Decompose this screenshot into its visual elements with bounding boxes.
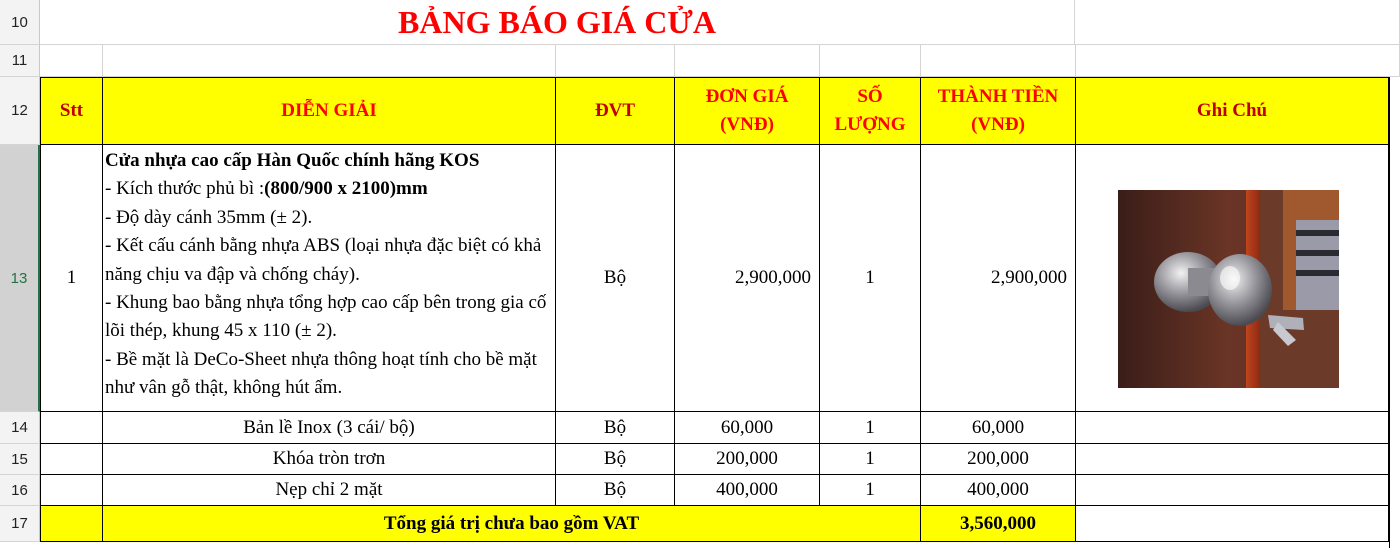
dvt-value: Bộ <box>603 479 627 500</box>
cell-description[interactable] <box>103 412 556 444</box>
cell-ghi-chu[interactable] <box>1076 412 1389 444</box>
size-value: (800/900 x 2100)mm <box>264 178 428 200</box>
cell-so-luong[interactable] <box>820 475 921 506</box>
header-so-luong-label-2: LƯỢNG <box>834 114 906 135</box>
header-thanh-tien[interactable] <box>921 77 1076 145</box>
table-right-border <box>1389 77 1400 548</box>
cell-don-gia[interactable] <box>675 475 820 506</box>
header-so-luong-label-1: SỐ <box>857 86 883 107</box>
header-thanh-tien-unit: (VNĐ) <box>971 114 1025 135</box>
don-gia-value: 60,000 <box>720 416 774 438</box>
stt-value: 1 <box>66 267 77 288</box>
row-header-14[interactable]: 14 <box>0 412 40 444</box>
cell-dvt[interactable] <box>556 145 675 412</box>
page-title: BẢNG BÁO GIÁ CỬA <box>398 3 716 40</box>
cell-ghi-chu[interactable] <box>1076 444 1389 475</box>
don-gia-value: 2,900,000 <box>735 267 811 288</box>
header-dien-giai[interactable] <box>103 77 556 145</box>
total-value: 3,560,000 <box>960 512 1036 534</box>
description-line: - Kết cấu cánh bằng nhựa ABS (loại nhựa đặc biệt có khả năng chịu va đập và chống cháy). <box>105 235 542 285</box>
thanh-tien-value: 60,000 <box>971 416 1025 438</box>
header-ghi-chu[interactable] <box>1076 77 1389 145</box>
cell-don-gia[interactable] <box>675 444 820 475</box>
don-gia-value: 400,000 <box>716 479 778 500</box>
so-luong-value: 1 <box>865 448 875 469</box>
so-luong-value: 1 <box>865 479 875 500</box>
header-don-gia-unit: (VNĐ) <box>720 114 774 135</box>
row-header-13[interactable]: 13 <box>0 145 40 412</box>
don-gia-value: 200,000 <box>716 448 778 469</box>
cell-description[interactable] <box>103 145 556 412</box>
empty-cell[interactable] <box>1076 45 1400 77</box>
row-header-15[interactable]: 15 <box>0 444 40 475</box>
dvt-value: Bộ <box>603 448 627 469</box>
cell-thanh-tien[interactable] <box>921 145 1076 412</box>
header-dien-giai-label: DIỄN GIẢI <box>281 100 377 121</box>
product-name: Cửa nhựa cao cấp Hàn Quốc chính hãng KOS <box>105 150 480 171</box>
size-label: - Kích thước phủ bì : <box>105 178 265 200</box>
thanh-tien-value: 200,000 <box>967 448 1029 469</box>
empty-cell[interactable] <box>556 45 675 77</box>
item-name: Khóa tròn trơn <box>272 448 386 469</box>
header-so-luong[interactable] <box>820 77 921 145</box>
empty-cell[interactable] <box>675 45 820 77</box>
thanh-tien-value: 2,900,000 <box>991 267 1067 288</box>
cell-ghi-chu[interactable] <box>1076 475 1389 506</box>
cell-stt[interactable] <box>40 444 103 475</box>
total-stt-cell[interactable] <box>40 506 103 542</box>
cell-description[interactable] <box>103 444 556 475</box>
cell-dvt[interactable] <box>556 475 675 506</box>
item-name: Nẹp chỉ 2 mặt <box>275 479 383 500</box>
empty-cell[interactable] <box>921 45 1076 77</box>
cell-thanh-tien[interactable] <box>921 475 1076 506</box>
empty-cell[interactable] <box>103 45 556 77</box>
cell-thanh-tien[interactable] <box>921 412 1076 444</box>
row-header-11[interactable]: 11 <box>0 45 40 77</box>
so-luong-value: 1 <box>865 267 875 288</box>
header-ghi-chu-label: Ghi Chú <box>1196 100 1268 121</box>
total-value-cell[interactable] <box>921 506 1076 542</box>
cell-stt[interactable] <box>40 145 103 412</box>
so-luong-value: 1 <box>865 416 875 438</box>
row-header-17[interactable]: 17 <box>0 506 40 542</box>
header-thanh-tien-label: THÀNH TIỀN <box>937 86 1059 107</box>
header-don-gia[interactable] <box>675 77 820 145</box>
total-label-cell[interactable] <box>103 506 921 542</box>
empty-cell[interactable] <box>1075 0 1400 45</box>
cell-don-gia[interactable] <box>675 145 820 412</box>
header-don-gia-label: ĐƠN GIÁ <box>705 86 789 107</box>
title-cell[interactable] <box>40 0 1075 45</box>
cell-so-luong[interactable] <box>820 444 921 475</box>
description-line: - Khung bao bằng nhựa tổng hợp cao cấp bên trong gia cố lõi thép, khung 45 x 110 (± 2). <box>105 292 547 342</box>
cell-dvt[interactable] <box>556 444 675 475</box>
header-dvt-label: ĐVT <box>594 100 636 121</box>
row-header-16[interactable]: 16 <box>0 475 40 506</box>
cell-so-luong[interactable] <box>820 412 921 444</box>
cell-thanh-tien[interactable] <box>921 444 1076 475</box>
cell-so-luong[interactable] <box>820 145 921 412</box>
dvt-value: Bộ <box>603 267 627 288</box>
cell-stt[interactable] <box>40 412 103 444</box>
header-stt-label: Stt <box>59 100 84 121</box>
empty-cell[interactable] <box>40 45 103 77</box>
cell-stt[interactable] <box>40 475 103 506</box>
description-line: - Độ dày cánh 35mm (± 2). <box>105 206 313 228</box>
row-header-10[interactable]: 10 <box>0 0 40 45</box>
thanh-tien-value: 400,000 <box>967 479 1029 500</box>
empty-cell[interactable] <box>820 45 921 77</box>
dvt-value: Bộ <box>603 416 627 438</box>
item-name: Bản lề Inox (3 cái/ bộ) <box>243 416 415 438</box>
cell-ghi-chu[interactable] <box>1076 506 1389 542</box>
cell-dvt[interactable] <box>556 412 675 444</box>
header-stt[interactable] <box>40 77 103 145</box>
cell-don-gia[interactable] <box>675 412 820 444</box>
cell-description[interactable] <box>103 475 556 506</box>
header-dvt[interactable] <box>556 77 675 145</box>
description-line: - Bề mặt là DeCo-Sheet nhựa thông hoạt tính cho bề mặt như vân gỗ thật, không hút ẩm. <box>105 348 537 399</box>
row-header-12[interactable]: 12 <box>0 77 40 145</box>
total-label: Tổng giá trị chưa bao gồm VAT <box>383 512 640 534</box>
door-knob-photo[interactable] <box>1118 190 1339 388</box>
